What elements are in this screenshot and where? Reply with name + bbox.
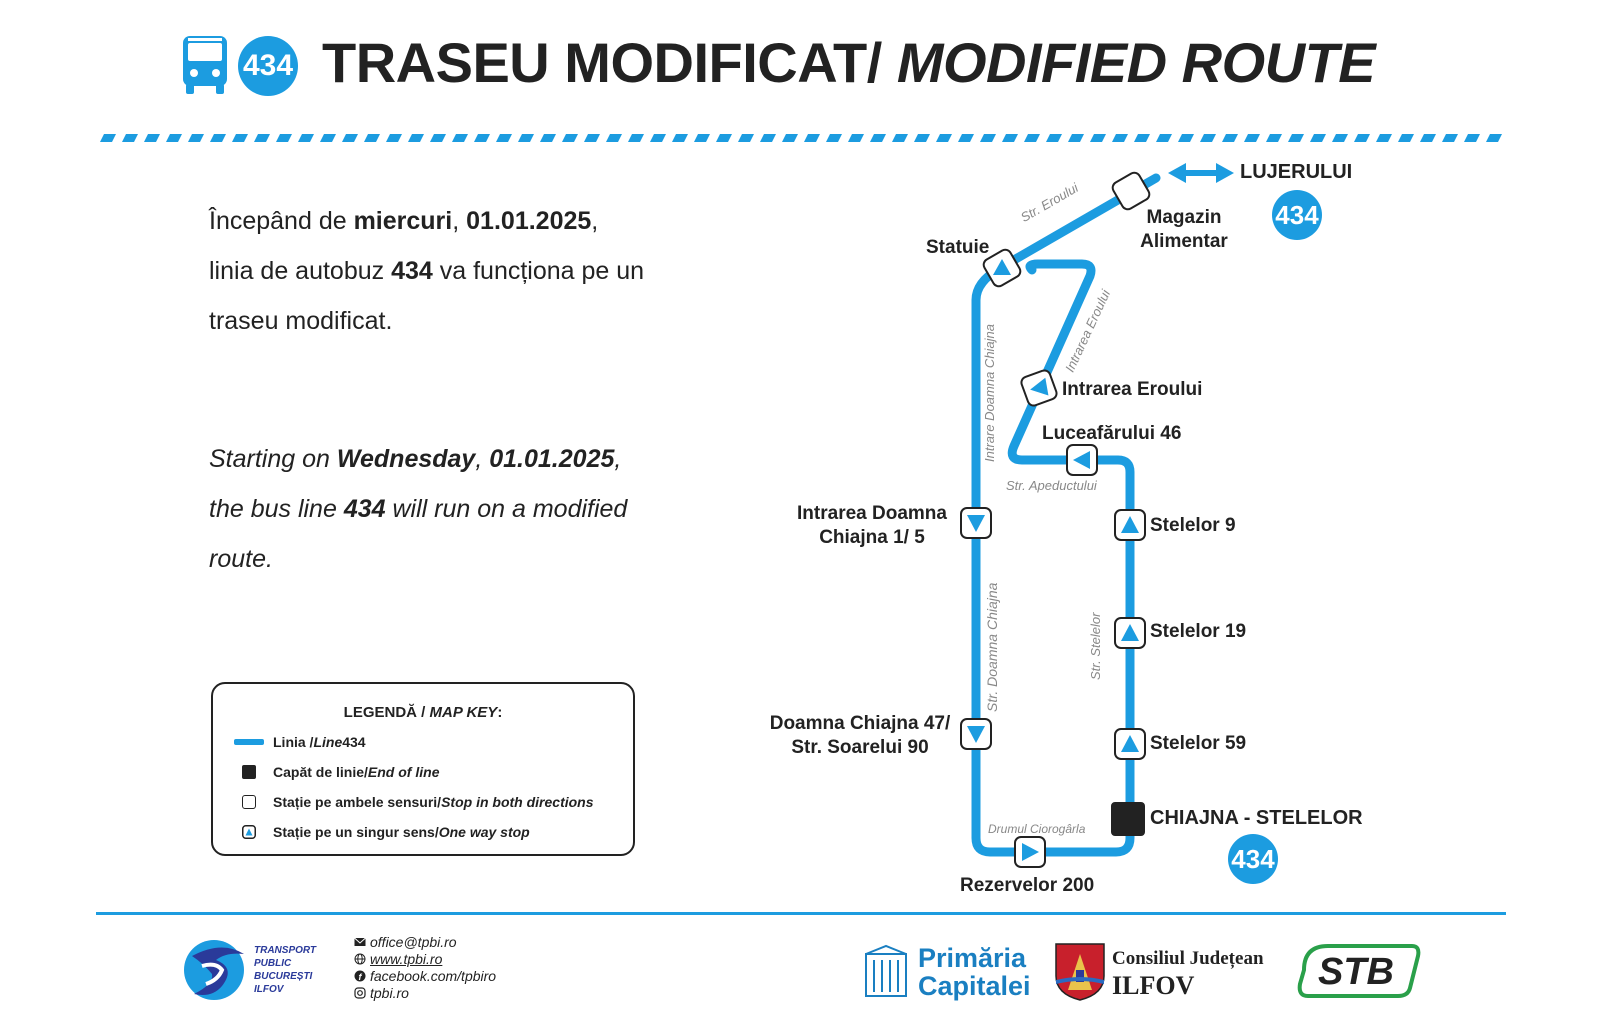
street-label-str-apeductului: Str. Apeductului: [1006, 478, 1097, 493]
stop-label-intrarea-doamna-chiajna: Intrarea Doamna Chiajna 1/ 5: [797, 503, 947, 548]
route-badge-top: 434: [1272, 190, 1322, 240]
stop-label-stelelor-19: Stelelor 19: [1150, 621, 1247, 642]
end-of-line-marker[interactable]: [1111, 802, 1145, 836]
consiliul-judetean-crest: [1054, 940, 1106, 1002]
contact-facebook[interactable]: f facebook.com/tpbiro: [354, 968, 496, 984]
stop-marker-intrarea-eroului[interactable]: [1020, 369, 1058, 407]
stb-logo-text: STB: [1318, 951, 1394, 993]
street-label-str-eroului: Str. Eroului: [1018, 180, 1081, 225]
route-badge-bottom: 434: [1228, 834, 1278, 884]
stop-marker-stelelor-19[interactable]: [1115, 618, 1145, 648]
stop-marker-rezervelor-200[interactable]: [1015, 837, 1045, 867]
legend-item-one-way: Stație pe un singur sens/ One way stop: [231, 824, 530, 840]
primaria-capitalei-logo: [862, 944, 910, 1000]
legend-item-end-of-line: Capăt de linie/ End of line: [231, 764, 439, 780]
title-romanian: TRASEU MODIFICAT/: [322, 31, 882, 94]
stop-label-magazin-alimentar: Magazin Alimentar: [1140, 207, 1228, 252]
legend-title: LEGENDĂ / MAP KEY:: [343, 704, 503, 721]
stop-label-rezervelor-200: Rezervelor 200: [960, 875, 1095, 896]
title-english: MODIFIED ROUTE: [896, 31, 1376, 94]
svg-text:f: f: [358, 972, 362, 982]
contact-website[interactable]: www.tpbi.ro: [354, 951, 442, 967]
route-number-badge: 434: [238, 36, 298, 96]
street-label-str-doamna-chiajna: Str. Doamna Chiajna: [984, 582, 1000, 712]
street-label-drumul-ciorogarla: Drumul Ciorogârla: [988, 822, 1086, 836]
stop-marker-doamna-chiajna-47[interactable]: [961, 719, 991, 749]
stop-label-stelelor-9: Stelelor 9: [1150, 515, 1236, 536]
stop-marker-stelelor-59[interactable]: [1115, 729, 1145, 759]
intro-romanian: Începând de miercuri, 01.01.2025, linia de autobuz 434 va funcționa pe un traseu modificat.: [209, 207, 645, 335]
tpbi-logo: [182, 934, 252, 1004]
stop-label-statuie: Statuie: [926, 237, 990, 258]
street-label-intrarea-eroului: Intrarea Eroului: [1062, 287, 1114, 375]
stop-label-doamna-chiajna-47: Doamna Chiajna 47/ Str. Soarelui 90: [769, 713, 951, 758]
tpbi-logo-text: TRANSPORT PUBLIC BUCUREȘTI ILFOV: [254, 945, 317, 995]
stop-marker-intrarea-doamna-chiajna[interactable]: [961, 508, 991, 538]
street-label-str-stelelor: Str. Stelelor: [1088, 612, 1103, 680]
stop-label-stelelor-59: Stelelor 59: [1150, 733, 1247, 754]
stop-label-intrarea-eroului: Intrarea Eroului: [1062, 379, 1203, 400]
intro-english: Starting on Wednesday, 01.01.2025, the bus line 434 will run on a modified route.: [209, 445, 628, 573]
stop-marker-luceafarului-46[interactable]: [1067, 445, 1097, 475]
legend-item-both-directions: Stație pe ambele sensuri/ Stop in both directions: [231, 794, 594, 810]
facebook-icon: [354, 970, 366, 982]
consiliul-judetean-text: Consiliul Județean ILFOV: [1112, 948, 1264, 1000]
stop-label-luceafarului-46: Luceafărului 46: [1042, 423, 1182, 444]
stop-label-chiajna-stelelor: CHIAJNA - STELELOR: [1150, 807, 1363, 829]
globe-icon: [354, 953, 366, 965]
footer-divider: [96, 912, 1506, 915]
instagram-icon: [354, 987, 366, 999]
stop-marker-stelelor-9[interactable]: [1115, 510, 1145, 540]
primaria-capitalei-text: Primăria Capitalei: [918, 943, 1031, 1001]
contact-instagram[interactable]: tpbi.ro: [354, 985, 409, 1001]
stb-logo: [1294, 940, 1424, 1000]
street-label-intrare-doamna-chiajna: Intrare Doamna Chiajna: [982, 323, 997, 462]
legend-item-line: Linia / Line 434: [231, 734, 366, 750]
stop-label-lujerului: LUJERULUI: [1240, 161, 1353, 183]
double-arrow-icon: [1168, 163, 1234, 183]
mail-icon: [354, 936, 366, 948]
contact-email[interactable]: office@tpbi.ro: [354, 934, 457, 950]
